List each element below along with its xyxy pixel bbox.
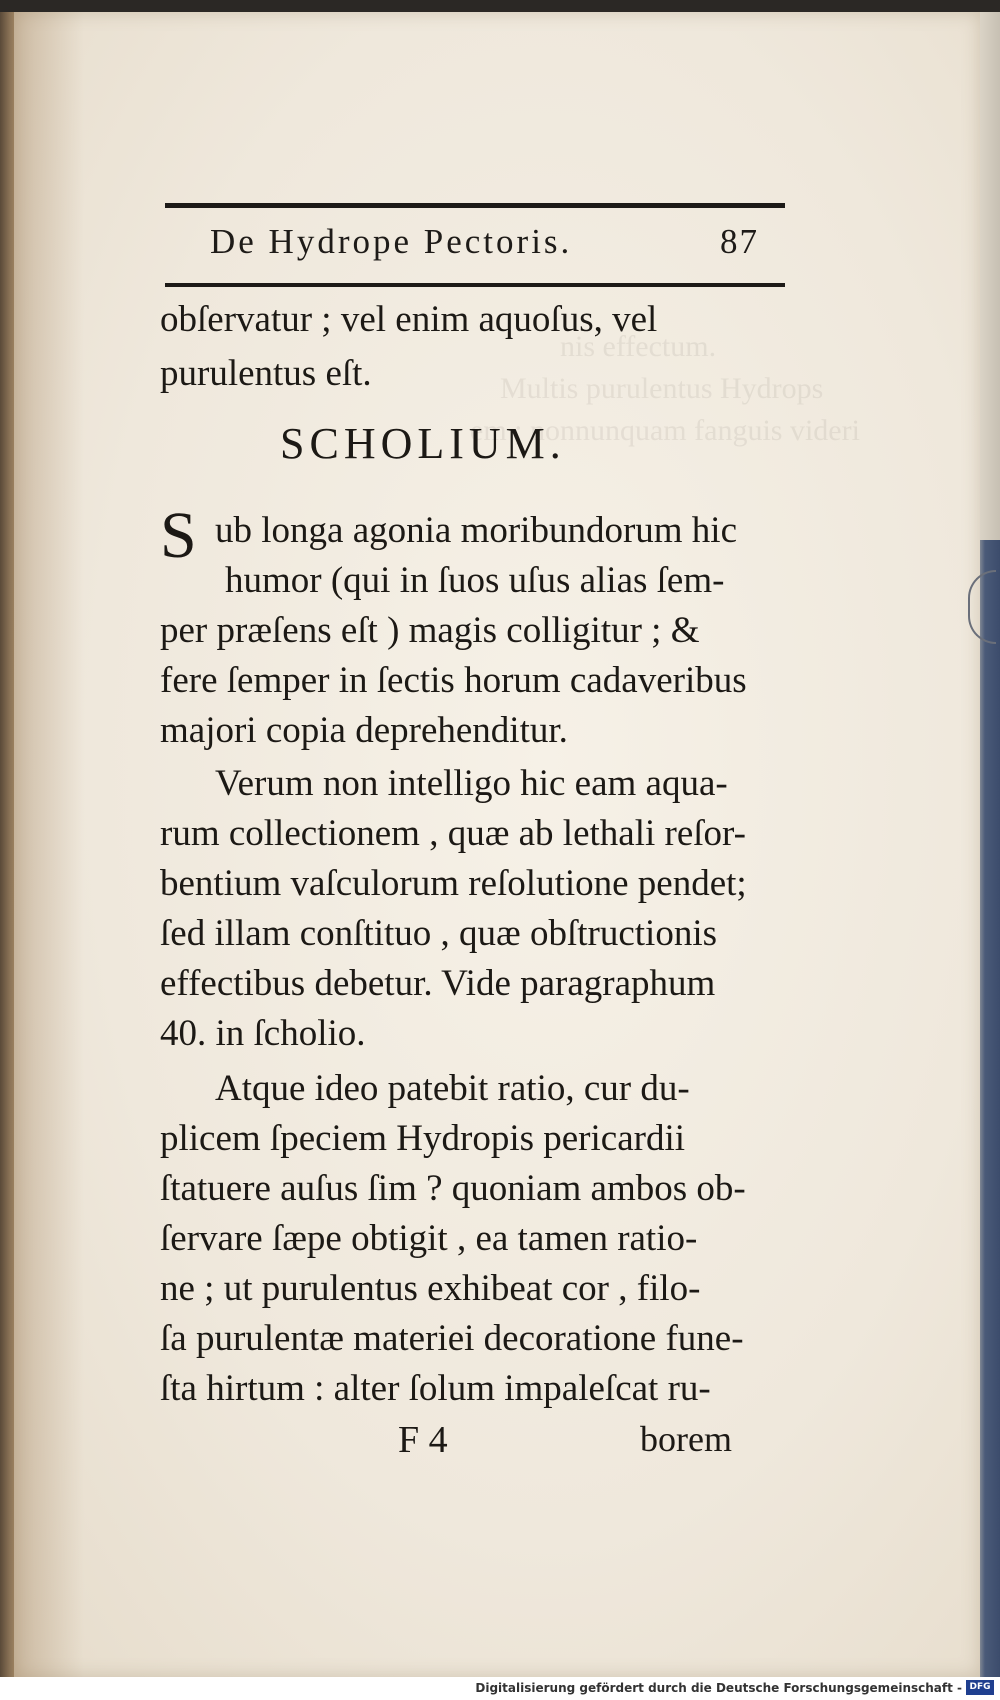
text-line: Atque ideo patebit ratio, cur du- — [215, 1068, 690, 1109]
text-line: ſtatuere auſus ſim ? quoniam ambos ob- — [160, 1168, 746, 1209]
text-line: per præſens eſt ) magis colligitur ; & — [160, 610, 700, 651]
text-line: Verum non intelligo hic eam aqua- — [215, 763, 728, 804]
section-heading: SCHOLIUM. — [280, 419, 566, 468]
text-line: majori copia deprehenditur. — [160, 710, 568, 751]
running-head-title: De Hydrope Pectoris. — [210, 222, 573, 261]
drop-cap: S — [160, 499, 197, 572]
digitization-credit-text: Digitalisierung gefördert durch die Deutsche Forschungsgemeinschaft - — [475, 1681, 962, 1695]
text-line: plicem ſpeciem Hydropis pericardii — [160, 1118, 686, 1159]
text-line: ſta hirtum : alter ſolum impaleſcat ru- — [160, 1368, 711, 1409]
text-line: rum collectionem , quæ ab lethali reſor- — [160, 813, 746, 854]
page-gutter-shadow — [14, 12, 84, 1677]
running-head — [165, 222, 785, 274]
text-line: ub longa agonia moribundorum hic — [215, 510, 738, 551]
text-line: humor (qui in ſuos uſus alias ſem- — [225, 560, 725, 601]
text-line: purulentus eſt. — [160, 353, 372, 394]
dfg-logo: DFG — [966, 1680, 994, 1695]
page-number: 87 — [720, 222, 759, 261]
text-line: ſa purulentæ materiei decoratione fune- — [160, 1318, 744, 1359]
signature-mark: F 4 — [398, 1419, 448, 1461]
running-head-rule-bottom — [165, 283, 785, 287]
digitization-credit-bar — [0, 1677, 1000, 1700]
page-edge-top — [978, 12, 1000, 542]
text-line: ſervare ſæpe obtigit , ea tamen ratio- — [160, 1218, 698, 1259]
show-through-text: em ; nonnunquam fanguis videri — [470, 414, 860, 447]
text-line: 40. in ſcholio. — [160, 1013, 366, 1054]
text-line: bentium vaſculorum reſolutione pendet; — [160, 863, 747, 904]
text-line: fere ſemper in ſectis horum cadaveribus — [160, 660, 747, 701]
text-line: obſervatur ; vel enim aquoſus, vel — [160, 299, 658, 340]
text-line: effectibus debetur. Vide paragraphum — [160, 963, 716, 1004]
text-line: ne ; ut purulentus exhibeat cor , filo- — [160, 1268, 701, 1309]
catchword: borem — [640, 1419, 732, 1459]
running-head-rule-top — [165, 203, 785, 208]
show-through-text: Multis purulentus Hydrops — [500, 372, 824, 405]
text-line: ſed illam conſtituo , quæ obſtructionis — [160, 913, 718, 954]
show-through-text: nis effectum. — [560, 330, 717, 363]
